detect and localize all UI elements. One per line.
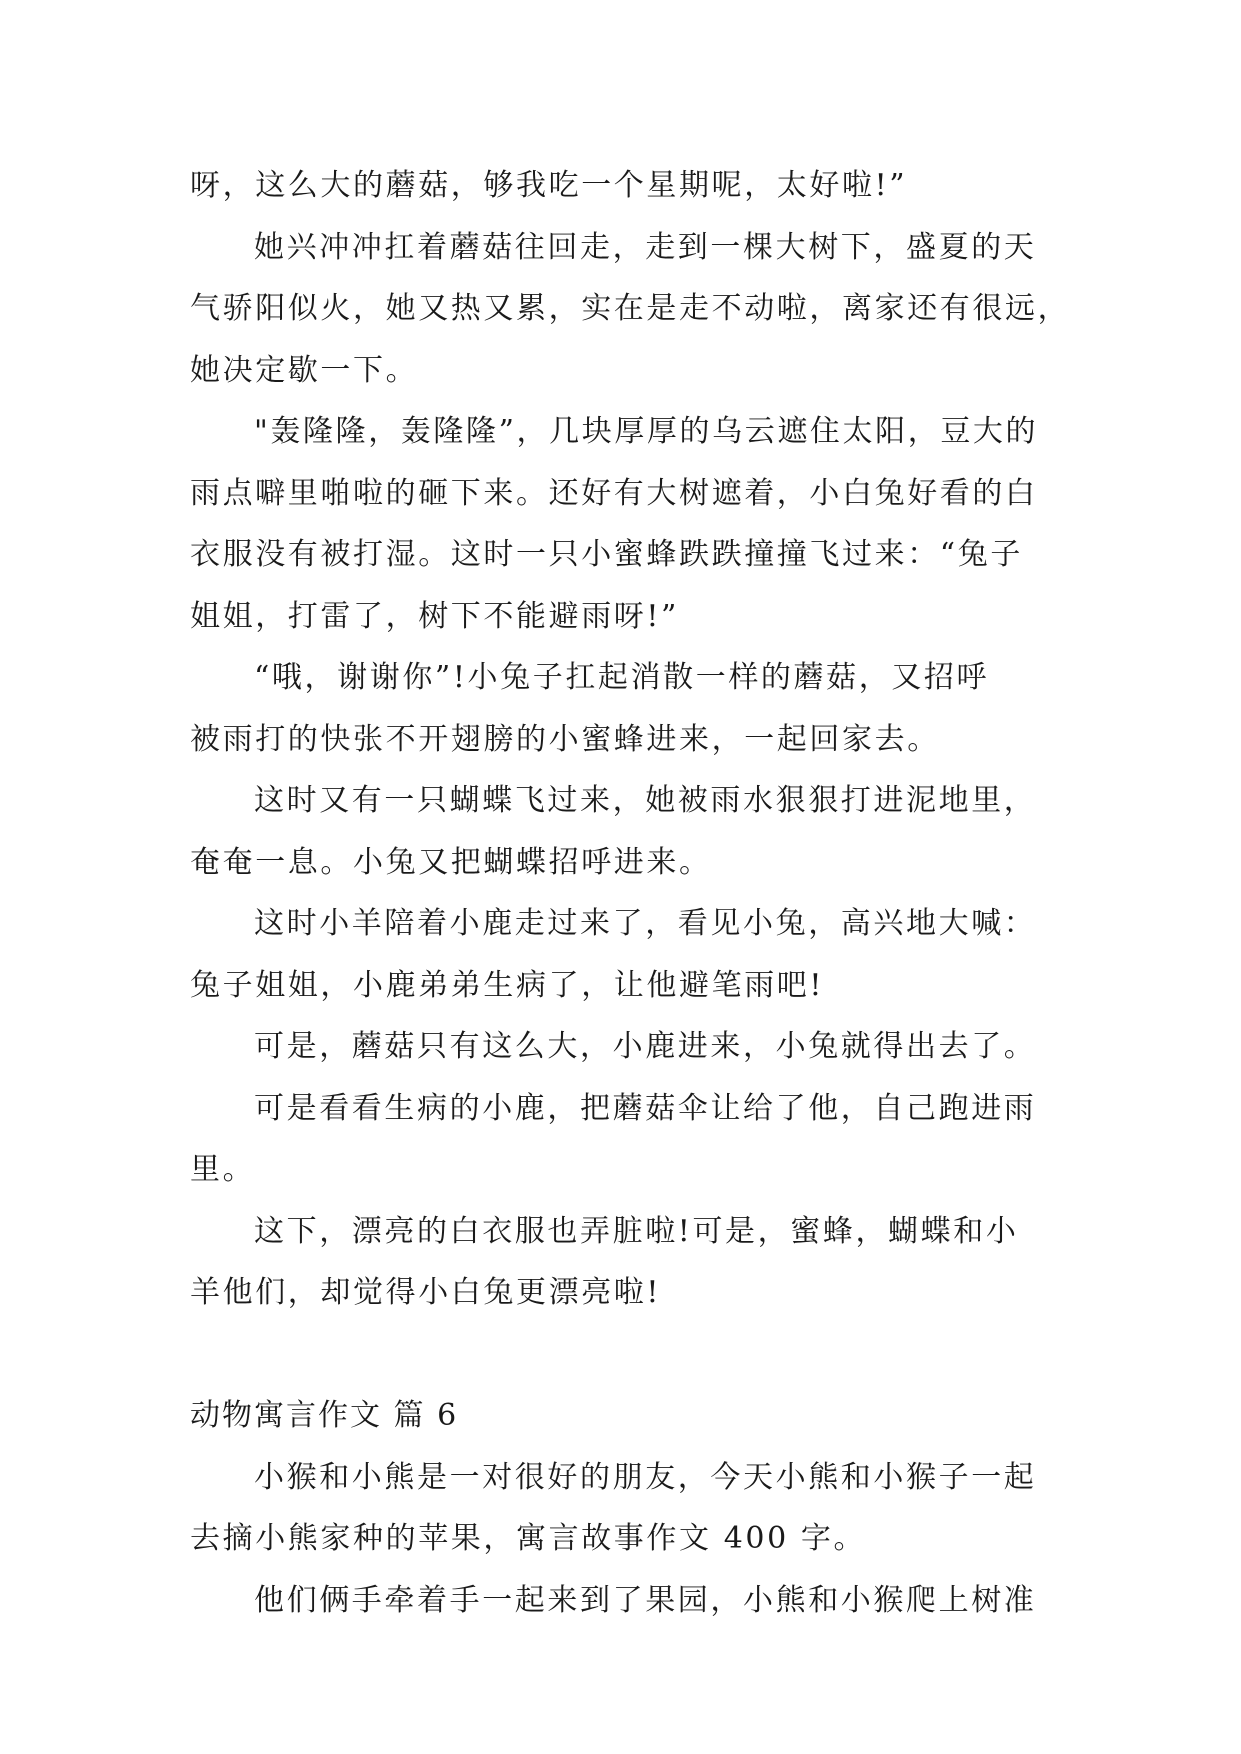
text-line: 呀，这么大的蘑菇，够我吃一个星期呢，太好啦!” <box>190 168 908 203</box>
section-heading: 动物寓言作文 篇 6 <box>190 1398 459 1433</box>
text-line: 她兴冲冲扛着蘑菇往回走，走到一棵大树下，盛夏的天 <box>254 229 1037 265</box>
document-body <box>190 155 1071 1631</box>
text-line: 这时又有一只蝴蝶飞过来，她被雨水狠狠打进泥地里， <box>254 783 1037 818</box>
text-line: 可是，蘑菇只有这么大，小鹿进来，小兔就得出去了。 <box>254 1029 1037 1064</box>
text-line: 兔子姐姐，小鹿弟弟生病了，让他避笔雨吧! <box>190 967 825 1003</box>
text-line: 姐姐，打雷了，树下不能避雨呀!” <box>190 598 679 634</box>
text-line: 他们俩手牵着手一起来到了果园，小熊和小猴爬上树准 <box>254 1582 1037 1618</box>
text-line: 被雨打的快张不开翅膀的小蜜蜂进来，一起回家去。 <box>190 721 940 757</box>
text-line: "轰隆隆，轰隆隆”，几块厚厚的乌云遮住太阳，豆大的 <box>254 414 1039 449</box>
text-line: 这下，漂亮的白衣服也弄脏啦!可是，蜜蜂，蝴蝶和小 <box>254 1213 1019 1249</box>
section-gap <box>190 1324 1050 1386</box>
text-line: 去摘小熊家种的苹果，寓言故事作文 400 字。 <box>190 1521 867 1556</box>
text-line: 她决定歇一下。 <box>190 352 419 388</box>
text-line: 雨点噼里啪啦的砸下来。还好有大树遮着，小白兔好看的白 <box>190 475 1038 511</box>
text-line: 里。 <box>190 1152 256 1187</box>
text-line: 衣服没有被打湿。这时一只小蜜蜂跌跌撞撞飞过来：“兔子 <box>190 537 1023 572</box>
text-line: 气骄阳似火，她又热又累，实在是走不动啦，离家还有很远， <box>190 291 1071 326</box>
text-line: 可是看看生病的小鹿，把蘑菇伞让给了他，自己跑进雨 <box>254 1090 1037 1126</box>
text-line: 奄奄一息。小兔又把蝴蝶招呼进来。 <box>190 844 712 880</box>
text-line: 小猴和小熊是一对很好的朋友，今天小熊和小猴子一起 <box>254 1459 1037 1495</box>
text-line: “哦，谢谢你”!小兔子扛起消散一样的蘑菇，又招呼 <box>254 660 990 695</box>
text-line: 羊他们，却觉得小白兔更漂亮啦! <box>190 1275 662 1310</box>
text-line: 这时小羊陪着小鹿走过来了，看见小兔，高兴地大喊： <box>254 906 1037 941</box>
